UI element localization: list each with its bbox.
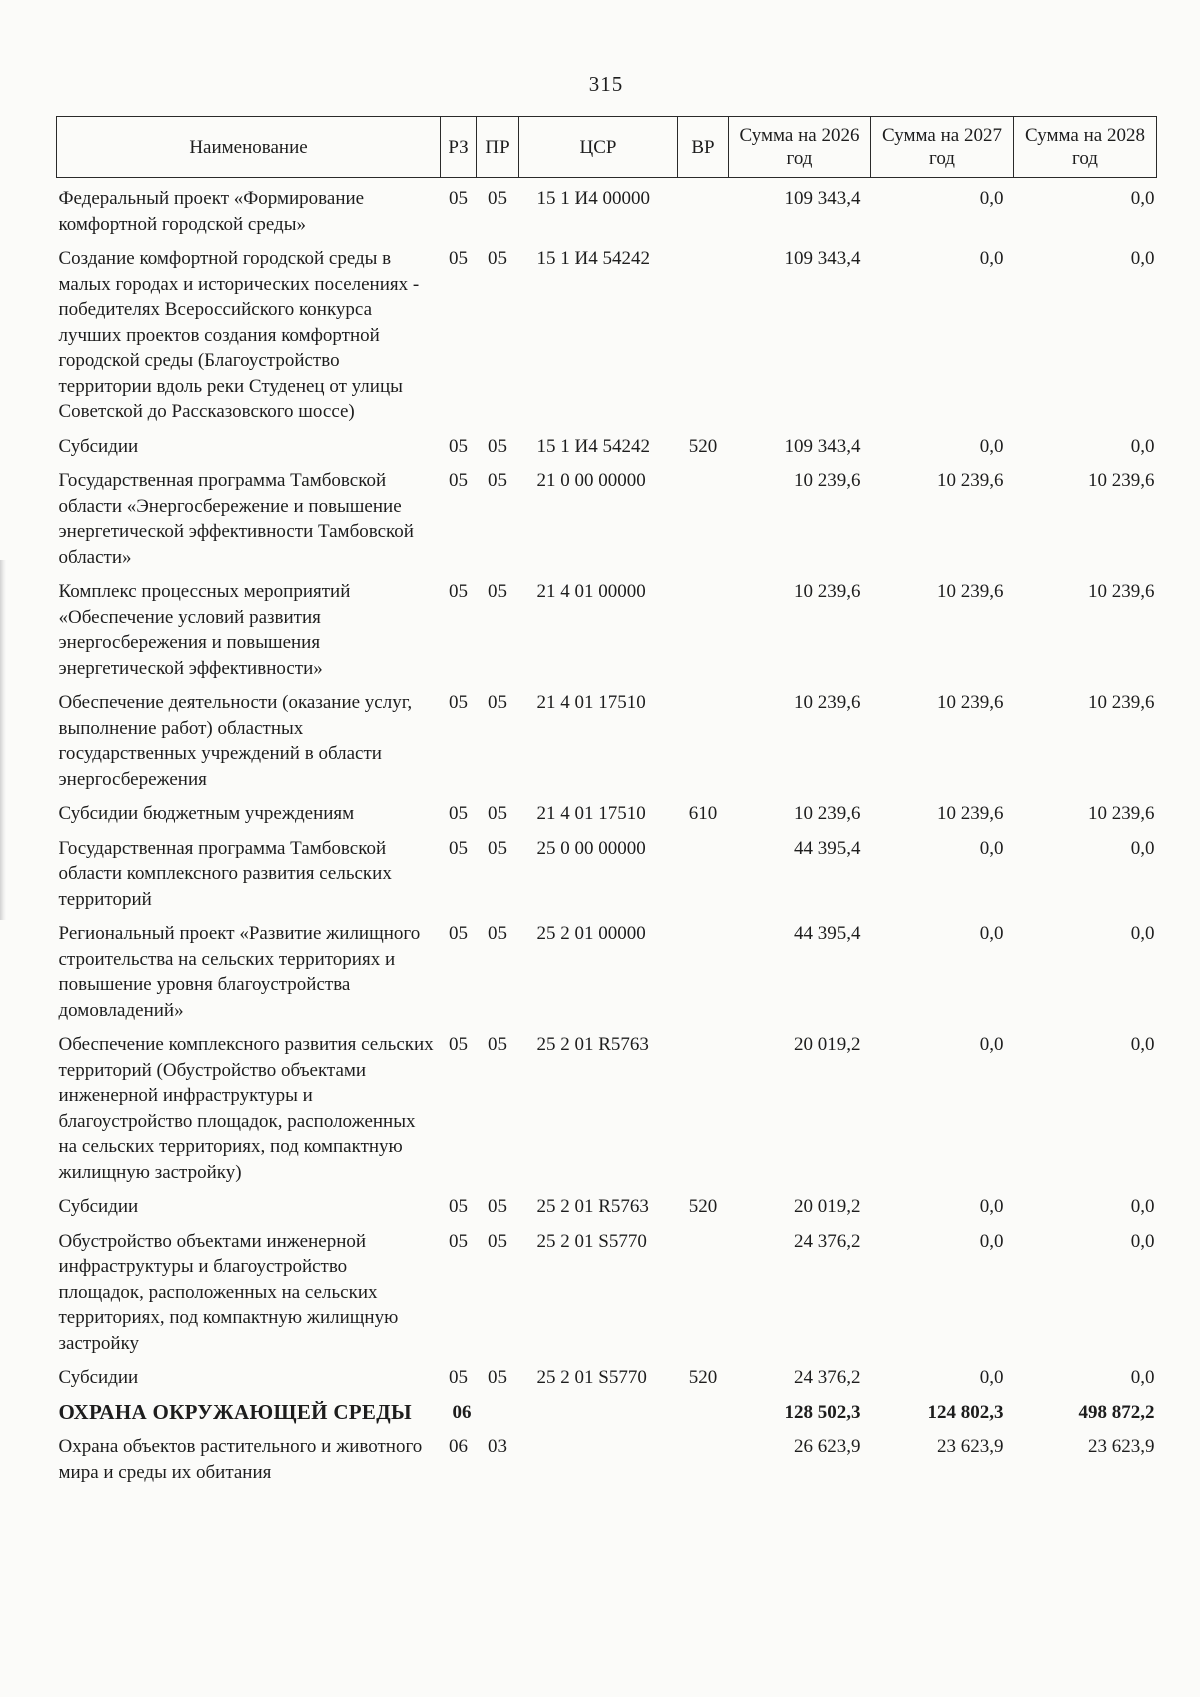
cell-csr (519, 1398, 678, 1433)
cell-name: Обеспечение комплексного развития сельских территорий (Обустройство объектами инженерной инфраструктуры и благоустройство площадок, расположенных на сельских территориях, под компактную жилищную застройку) (58, 1034, 434, 1183)
section-row (57, 1398, 1157, 1433)
cell-sum-2028: 0,0 (1130, 1196, 1155, 1217)
table-body (57, 178, 1157, 1493)
cell-sum-2028: 0,0 (1130, 923, 1155, 944)
table-row (57, 1030, 1157, 1192)
header-sum-2027: Сумма на 2027 год (871, 117, 1014, 178)
cell-sum-2028: 0,0 (1130, 1034, 1155, 1055)
cell-name: Комплекс процессных мероприятий «Обеспечение условий развития энергосбережения и повышения энергетической эффективности» (58, 581, 351, 679)
cell-sum-2028: 498 872,2 (1078, 1401, 1155, 1423)
cell-sum-2027: 0,0 (979, 1367, 1004, 1388)
cell-pr: 03 (488, 1436, 507, 1457)
cell-name: ОХРАНА ОКРУЖАЮЩЕЙ СРЕДЫ (58, 1399, 412, 1424)
cell-rz: 05 (449, 248, 468, 269)
cell-pr (477, 1398, 519, 1433)
cell-sum-2026: 109 343,4 (784, 435, 861, 457)
cell-rz: 05 (449, 188, 468, 209)
header-pr: ПР (477, 117, 519, 178)
cell-rz: 05 (449, 470, 468, 491)
table-header-row (57, 117, 1157, 178)
cell-csr: 25 2 01 S5770 (536, 1367, 647, 1388)
cell-sum-2028: 10 239,6 (1088, 470, 1155, 491)
header-vr: ВР (678, 117, 729, 178)
cell-csr: 25 2 01 00000 (536, 923, 646, 944)
cell-csr (519, 1432, 678, 1492)
cell-vr (678, 1432, 729, 1492)
cell-sum-2026: 20 019,2 (794, 1196, 861, 1217)
table-row (57, 244, 1157, 432)
cell-sum-2028: 0,0 (1130, 1230, 1155, 1252)
cell-rz: 05 (449, 1196, 468, 1217)
cell-vr (678, 577, 729, 688)
cell-rz: 06 (449, 1436, 468, 1457)
cell-sum-2026: 10 239,6 (794, 581, 861, 602)
scan-edge-shadow (0, 560, 6, 920)
cell-name: Субсидии (58, 1367, 139, 1388)
cell-pr: 05 (488, 923, 507, 944)
cell-sum-2028: 23 623,9 (1088, 1436, 1155, 1457)
cell-vr: 520 (688, 1367, 718, 1388)
cell-vr (678, 466, 729, 577)
cell-sum-2028: 10 239,6 (1088, 803, 1155, 824)
cell-pr: 05 (488, 248, 507, 269)
cell-name: Обустройство объектами инженерной инфраструктуры и благоустройство площадок, расположенных на сельских территориях, под компактную жилищную застройку (58, 1230, 399, 1354)
cell-vr (678, 688, 729, 799)
cell-sum-2027: 10 239,6 (937, 692, 1004, 713)
table-row (57, 577, 1157, 688)
table-row (57, 1363, 1157, 1398)
cell-rz: 05 (449, 1367, 468, 1388)
cell-vr: 520 (688, 1196, 718, 1217)
cell-rz: 05 (449, 1034, 468, 1055)
cell-rz: 05 (449, 581, 468, 602)
cell-sum-2027: 10 239,6 (937, 803, 1004, 824)
cell-sum-2028: 0,0 (1130, 435, 1155, 457)
cell-sum-2028: 0,0 (1130, 1367, 1155, 1388)
table-row (57, 178, 1157, 245)
cell-vr (678, 919, 729, 1030)
table-row (57, 1227, 1157, 1364)
cell-pr: 05 (488, 581, 507, 602)
cell-pr: 05 (488, 188, 507, 209)
cell-csr: 25 2 01 R5763 (536, 1196, 649, 1217)
cell-sum-2027: 0,0 (979, 188, 1004, 209)
cell-vr (678, 1030, 729, 1192)
cell-pr: 05 (488, 1034, 507, 1055)
cell-sum-2028: 0,0 (1130, 248, 1155, 269)
cell-sum-2027: 0,0 (979, 1196, 1004, 1217)
cell-name: Субсидии бюджетным учреждениям (58, 803, 355, 824)
table-row (57, 799, 1157, 834)
cell-vr: 520 (688, 435, 718, 457)
table-row (57, 1192, 1157, 1227)
cell-pr: 05 (488, 1367, 507, 1388)
cell-sum-2027: 23 623,9 (937, 1436, 1004, 1457)
cell-sum-2026: 20 019,2 (794, 1034, 861, 1055)
table-row (57, 1432, 1157, 1492)
cell-rz: 05 (449, 435, 468, 457)
cell-rz: 05 (449, 692, 468, 713)
cell-sum-2027: 0,0 (979, 923, 1004, 944)
cell-vr (678, 178, 729, 245)
header-csr: ЦСР (519, 117, 678, 178)
cell-pr: 05 (488, 837, 507, 859)
cell-pr: 05 (488, 435, 507, 457)
table-row (57, 919, 1157, 1030)
cell-name: Государственная программа Тамбовской области «Энергосбережение и повышение энергетической эффективности Тамбовской области» (58, 470, 414, 568)
cell-sum-2027: 0,0 (979, 1034, 1004, 1055)
cell-sum-2026: 44 395,4 (794, 923, 861, 944)
cell-sum-2028: 0,0 (1130, 837, 1155, 859)
cell-sum-2026: 128 502,3 (784, 1401, 861, 1423)
cell-sum-2026: 44 395,4 (794, 837, 861, 859)
cell-csr: 21 4 01 17510 (536, 692, 646, 713)
cell-pr: 05 (488, 692, 507, 713)
cell-name: Федеральный проект «Формирование комфортной городской среды» (58, 188, 365, 235)
cell-vr (678, 1398, 729, 1433)
cell-sum-2028: 10 239,6 (1088, 581, 1155, 602)
cell-rz: 05 (449, 1230, 468, 1252)
cell-vr: 610 (688, 803, 718, 824)
cell-sum-2026: 24 376,2 (794, 1230, 861, 1252)
cell-sum-2026: 10 239,6 (794, 470, 861, 491)
cell-rz: 05 (449, 923, 468, 944)
header-sum-2028: Сумма на 2028 год (1014, 117, 1157, 178)
cell-csr: 15 1 И4 54242 (536, 435, 650, 457)
header-rz: РЗ (441, 117, 477, 178)
cell-name: Субсидии (58, 1196, 139, 1217)
table-row (57, 834, 1157, 920)
cell-sum-2028: 10 239,6 (1088, 692, 1155, 713)
cell-vr (678, 244, 729, 432)
cell-sum-2027: 0,0 (979, 1230, 1004, 1252)
cell-pr: 05 (488, 1196, 507, 1217)
cell-csr: 21 4 01 17510 (536, 803, 646, 824)
cell-sum-2026: 10 239,6 (794, 692, 861, 713)
cell-sum-2027: 0,0 (979, 837, 1004, 859)
cell-rz: 05 (449, 837, 468, 859)
cell-sum-2026: 24 376,2 (794, 1367, 861, 1388)
cell-name: Региональный проект «Развитие жилищного строительства на сельских территориях и повышение уровня благоустройства домовладений» (58, 923, 421, 1021)
budget-table (56, 116, 1157, 1492)
cell-rz: 06 (452, 1401, 472, 1423)
cell-pr: 05 (488, 1230, 507, 1252)
cell-vr (678, 1227, 729, 1364)
cell-sum-2026: 10 239,6 (794, 803, 861, 824)
cell-sum-2027: 10 239,6 (937, 470, 1004, 491)
cell-csr: 15 1 И4 54242 (536, 248, 650, 269)
table-row (57, 432, 1157, 467)
cell-csr: 21 4 01 00000 (536, 581, 646, 602)
cell-csr: 25 0 00 00000 (536, 837, 646, 859)
cell-name: Обеспечение деятельности (оказание услуг, выполнение работ) областных государственных учреждений в области энергосбережения (58, 692, 413, 790)
cell-csr: 25 2 01 R5763 (536, 1034, 649, 1055)
cell-csr: 21 0 00 00000 (536, 470, 646, 491)
cell-name: Субсидии (58, 435, 139, 457)
cell-sum-2026: 109 343,4 (784, 188, 861, 209)
cell-pr: 05 (488, 470, 507, 491)
table-row (57, 688, 1157, 799)
cell-sum-2027: 10 239,6 (937, 581, 1004, 602)
cell-sum-2028: 0,0 (1130, 188, 1155, 209)
cell-sum-2027: 0,0 (979, 435, 1004, 457)
cell-sum-2026: 26 623,9 (794, 1436, 861, 1457)
cell-name: Государственная программа Тамбовской области комплексного развития сельских территорий (58, 837, 392, 910)
table-row (57, 466, 1157, 577)
cell-rz: 05 (449, 803, 468, 824)
cell-csr: 15 1 И4 00000 (536, 188, 650, 209)
cell-pr: 05 (488, 803, 507, 824)
cell-sum-2027: 0,0 (979, 248, 1004, 269)
cell-vr (678, 834, 729, 920)
cell-name: Создание комфортной городской среды в малых городах и исторических поселениях - победителях Всероссийского конкурса лучших проектов создания комфортной городской среды (Благоустройство территории вдоль реки Студенец от улицы Советской до Рассказовского шоссе) (58, 248, 420, 422)
cell-sum-2027: 124 802,3 (927, 1401, 1004, 1423)
page-number: 315 (588, 72, 624, 96)
cell-name: Охрана объектов растительного и животного мира и среды их обитания (58, 1436, 423, 1483)
header-name: Наименование (57, 117, 441, 178)
cell-sum-2026: 109 343,4 (784, 248, 861, 269)
header-sum-2026: Сумма на 2026 год (729, 117, 871, 178)
cell-csr: 25 2 01 S5770 (536, 1230, 647, 1252)
